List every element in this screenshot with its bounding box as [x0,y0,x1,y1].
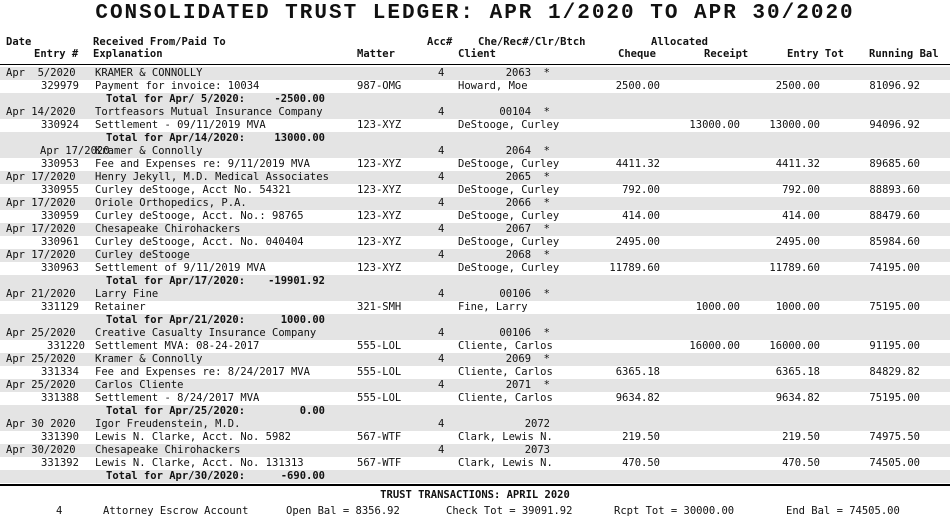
entry-number: 331392 [41,457,79,469]
day-total-label: Total for Apr/30/2020: [106,470,246,482]
entry-payee: Curley deStooge [95,249,190,261]
entry-row-payee [0,249,950,262]
entry-row-detail [0,158,950,171]
header-client: Client [458,48,496,60]
entry-running-balance: 81096.92 [869,80,920,92]
entry-acc: 4 [438,379,445,391]
entry-cheque: 792.00 [622,184,660,196]
entry-row-detail [0,301,950,314]
day-total-row [0,132,950,145]
entry-explanation: Retainer [95,301,146,313]
entry-total: 16000.00 [769,340,820,352]
entry-receipt: 13000.00 [689,119,740,131]
entry-payee: Chesapeake Chirohackers [95,444,241,456]
footer-open-bal: Open Bal = 8356.92 [286,505,400,517]
entry-cheque: 2500.00 [615,80,660,92]
entry-total: 4411.32 [775,158,820,170]
entry-cheque: 6365.18 [615,366,660,378]
entry-row-payee [0,145,950,158]
entry-client: DeStooge, Curley [458,184,560,196]
entry-payee: Carlos Cliente [95,379,184,391]
day-total-value: 13000.00 [274,132,325,144]
entry-client: DeStooge, Curley [458,158,560,170]
entry-date: Apr 25/2020 [6,353,76,365]
footer-rcpt-tot: Rcpt Tot = 30000.00 [614,505,735,517]
header-explanation: Explanation [93,48,163,60]
entry-row-detail [0,119,950,132]
entry-cheque: 470.50 [622,457,660,469]
entry-number: 331388 [41,392,79,404]
entry-date: Apr 25/2020 [6,379,76,391]
entry-row-detail [0,340,950,353]
entry-cheque: 9634.82 [615,392,660,404]
entry-number: 330963 [41,262,79,274]
entry-date: Apr 14/2020 [6,106,76,118]
entry-acc: 4 [438,223,445,235]
entry-total: 470.50 [782,457,820,469]
entry-che-number: 2069 * [505,353,550,365]
header-received: Received From/Paid To [93,36,226,48]
entry-matter: 987-OMG [357,80,402,92]
entry-running-balance: 88893.60 [869,184,920,196]
entry-payee: Igor Freudenstein, M.D. [95,418,241,430]
entry-row-payee [0,223,950,236]
entry-explanation: Settlement - 09/11/2019 MVA [95,119,266,131]
entry-client: Fine, Larry [458,301,528,313]
entry-receipt: 1000.00 [695,301,740,313]
entry-client: DeStooge, Curley [458,236,560,248]
entry-running-balance: 74505.00 [869,457,920,469]
entry-date: Apr 17/2020 [6,171,76,183]
header-matter: Matter [357,48,395,60]
entry-che-number: 00104 * [499,106,550,118]
entry-number: 330961 [41,236,79,248]
entry-row-detail [0,366,950,379]
entry-acc: 4 [438,444,445,456]
entry-explanation: Fee and Expenses re: 8/24/2017 MVA [95,366,310,378]
header-running-bal: Running Bal [869,48,939,60]
entry-row-payee [0,327,950,340]
entry-date: Apr 17/2020 [6,249,76,261]
day-total-row [0,470,950,483]
entry-cheque: 11789.60 [609,262,660,274]
entry-row-detail [0,431,950,444]
entry-explanation: Lewis N. Clarke, Acct. No. 5982 [95,431,291,443]
entry-acc: 4 [438,197,445,209]
header-receipt: Receipt [704,48,749,60]
entry-receipt: 16000.00 [689,340,740,352]
entry-row-payee [0,106,950,119]
entry-row-detail [0,210,950,223]
entry-payee: Kramer & Connolly [95,145,203,157]
entry-matter: 123-XYZ [357,236,402,248]
day-total-value: 0.00 [299,405,325,417]
entry-payee: Oriole Orthopedics, P.A. [95,197,247,209]
entry-explanation: Settlement of 9/11/2019 MVA [95,262,266,274]
entry-client: DeStooge, Curley [458,210,560,222]
entry-date: Apr 17/2020 [6,223,76,235]
entry-matter: 555-LOL [357,392,402,404]
entry-running-balance: 85984.60 [869,236,920,248]
header-entry: Entry # [34,48,79,60]
entry-running-balance: 84829.82 [869,366,920,378]
day-total-value: 1000.00 [280,314,325,326]
footer-account: Attorney Escrow Account [103,505,249,517]
entry-number: 330959 [41,210,79,222]
entry-total: 792.00 [782,184,820,196]
entry-matter: 555-LOL [357,366,402,378]
entry-matter: 123-XYZ [357,184,402,196]
day-total-label: Total for Apr/25/2020: [106,405,246,417]
entry-row-payee [0,379,950,392]
entry-acc: 4 [438,288,445,300]
entry-number: 330953 [41,158,79,170]
entry-number: 330924 [41,119,79,131]
entry-client: DeStooge, Curley [458,119,560,131]
entry-date: Apr 30/2020 [6,444,76,456]
entry-che-number: 2064 * [505,145,550,157]
entry-matter: 567-WTF [357,431,402,443]
entry-che-number: 2068 * [505,249,550,261]
entry-cheque: 219.50 [622,431,660,443]
day-total-row [0,275,950,288]
entry-total: 9634.82 [775,392,820,404]
footer-title: TRUST TRANSACTIONS: APRIL 2020 [380,489,570,501]
entry-explanation: Settlement - 8/24/2017 MVA [95,392,260,404]
entry-payee: Creative Casualty Insurance Company [95,327,317,339]
day-total-label: Total for Apr/21/2020: [106,314,246,326]
entry-number: 331334 [41,366,79,378]
entry-matter: 321-SMH [357,301,402,313]
entry-client: Howard, Moe [458,80,528,92]
entry-payee: Henry Jekyll, M.D. Medical Associates [95,171,329,183]
footer-divider [0,484,950,486]
entry-total: 13000.00 [769,119,820,131]
day-total-label: Total for Apr/14/2020: [106,132,246,144]
entry-row-detail [0,392,950,405]
entry-running-balance: 74975.50 [869,431,920,443]
entry-payee: Chesapeake Chirohackers [95,223,241,235]
day-total-label: Total for Apr/ 5/2020: [106,93,246,105]
entry-running-balance: 88479.60 [869,210,920,222]
entry-date: Apr 17/2020 [6,197,76,209]
entry-client: Clark, Lewis N. [458,457,553,469]
entry-matter: 123-XYZ [357,210,402,222]
entry-che-number: 2072 [524,418,550,430]
entry-explanation: Curley deStooge, Acct No. 54321 [95,184,291,196]
entry-client: Cliente, Carlos [458,340,553,352]
entry-che-number: 00106 * [499,288,550,300]
entry-row-payee [0,197,950,210]
header-cheque: Cheque [618,48,656,60]
entry-explanation: Fee and Expenses re: 9/11/2019 MVA [95,158,310,170]
entry-row-payee [0,67,950,80]
entry-row-payee [0,171,950,184]
entry-total: 219.50 [782,431,820,443]
entry-explanation: Payment for invoice: 10034 [95,80,260,92]
entry-acc: 4 [438,106,445,118]
header-acc: Acc# [427,36,453,48]
entry-matter: 567-WTF [357,457,402,469]
day-total-row [0,93,950,106]
ledger-title: CONSOLIDATED TRUST LEDGER: APR 1/2020 TO APR 30/2020 [95,2,855,25]
entry-che-number: 2063 * [505,67,550,79]
entry-date: Apr 21/2020 [6,288,76,300]
entry-running-balance: 94096.92 [869,119,920,131]
day-total-label: Total for Apr/17/2020: [106,275,246,287]
entry-acc: 4 [438,249,445,261]
entry-total: 11789.60 [769,262,820,274]
entry-client: Cliente, Carlos [458,366,553,378]
entry-cheque: 4411.32 [615,158,660,170]
entry-row-payee [0,353,950,366]
entry-number: 331220 [47,340,85,352]
entry-running-balance: 89685.60 [869,158,920,170]
entry-running-balance: 74195.00 [869,262,920,274]
day-total-row [0,405,950,418]
entry-total: 6365.18 [775,366,820,378]
entry-payee: Kramer & Connolly [95,353,203,365]
entry-cheque: 414.00 [622,210,660,222]
header-date: Date [6,36,32,48]
entry-running-balance: 75195.00 [869,392,920,404]
entry-row-detail [0,184,950,197]
header-entry-tot: Entry Tot [787,48,844,60]
entry-number: 331129 [41,301,79,313]
entry-row-detail [0,262,950,275]
entry-cheque: 2495.00 [615,236,660,248]
day-total-value: -2500.00 [274,93,325,105]
entry-row-detail [0,457,950,470]
entry-acc: 4 [438,327,445,339]
entry-client: Cliente, Carlos [458,392,553,404]
entry-row-detail [0,236,950,249]
footer-acc: 4 [56,505,63,517]
entry-che-number: 2071 * [505,379,550,391]
entry-che-number: 2073 [524,444,550,456]
day-total-value: -690.00 [280,470,325,482]
entry-number: 331390 [41,431,79,443]
entry-acc: 4 [438,353,445,365]
entry-date: Apr 5/2020 [6,67,76,79]
entry-total: 2495.00 [775,236,820,248]
entry-explanation: Curley deStooge, Acct. No. 040404 [95,236,304,248]
entry-row-payee [0,418,950,431]
entry-acc: 4 [438,171,445,183]
entry-matter: 123-XYZ [357,119,402,131]
entry-running-balance: 75195.00 [869,301,920,313]
entry-running-balance: 91195.00 [869,340,920,352]
entry-che-number: 2067 * [505,223,550,235]
day-total-value: -19901.92 [268,275,325,287]
header-allocated: Allocated [651,36,708,48]
header-che: Che/Rec#/Clr/Btch [478,36,586,48]
entry-matter: 555-LOL [357,340,402,352]
entry-total: 2500.00 [775,80,820,92]
entry-acc: 4 [438,145,445,157]
entry-row-payee [0,288,950,301]
footer-check-tot: Check Tot = 39091.92 [446,505,573,517]
entry-matter: 123-XYZ [357,262,402,274]
entry-date: Apr 25/2020 [6,327,76,339]
footer-end-bal: End Bal = 74505.00 [786,505,900,517]
entry-explanation: Settlement MVA: 08-24-2017 [95,340,260,352]
entry-row-payee [0,444,950,457]
entry-acc: 4 [438,67,445,79]
entry-date: Apr 30 2020 [6,418,76,430]
entry-number: 329979 [41,80,79,92]
entry-payee: KRAMER & CONNOLLY [95,67,203,79]
entry-payee: Tortfeasors Mutual Insurance Company [95,106,323,118]
day-total-row [0,314,950,327]
entry-number: 330955 [41,184,79,196]
entry-explanation: Curley deStooge, Acct. No.: 98765 [95,210,304,222]
entry-che-number: 00106 * [499,327,550,339]
entry-total: 414.00 [782,210,820,222]
entry-client: DeStooge, Curley [458,262,560,274]
entry-che-number: 2066 * [505,197,550,209]
entry-date: Apr 17/2020 [40,145,110,157]
entry-payee: Larry Fine [95,288,159,300]
entry-client: Clark, Lewis N. [458,431,553,443]
entry-matter: 123-XYZ [357,158,402,170]
entry-acc: 4 [438,418,445,430]
entry-explanation: Lewis N. Clarke, Acct. No. 131313 [95,457,304,469]
entry-row-detail [0,80,950,93]
header-divider [0,64,950,65]
entry-total: 1000.00 [775,301,820,313]
entry-che-number: 2065 * [505,171,550,183]
